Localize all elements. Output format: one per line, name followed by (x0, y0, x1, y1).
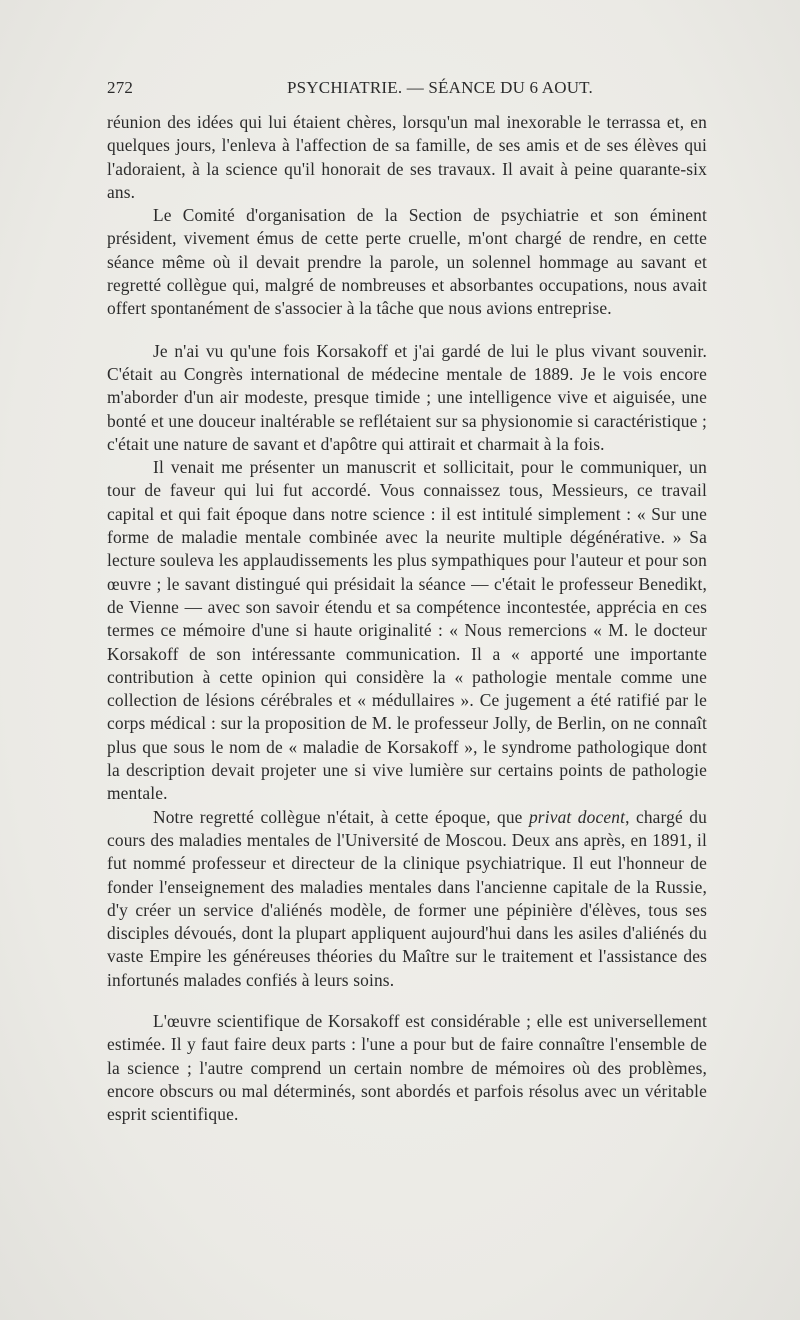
paragraph-4: Il venait me présenter un manuscrit et sollicitait, pour le communiquer, un tour de faveur qui lui fut accordé. Vous connaissez tous, Messieurs, ce travail capital et qui fait époque dans notre science : il est intitulé simplement : « Sur une forme de maladie mentale combinée avec la neurite multiple dégénérative. » Sa lecture souleva les applaudissements les plus sympathiques pour l'auteur et pour son œuvre ; le savant distingué qui présidait la séance — c'était le professeur Benedikt, de Vienne — avec son savoir étendu et sa compétence incontestée, apprécia en ces termes ce mémoire d'une si haute originalité : « Nous remercions « M. le docteur Korsakoff de son intéressante communication. Il a « apporté une importante contribution à cette opinion qui considère la « pathologie mentale comme une collection de lésions cérébrales et « médullaires ». Ce jugement a été ratifié par le corps médical : sur la proposition de M. le professeur Jolly, de Berlin, on ne connaît plus que sous le nom de « maladie de Korsakoff », le syndrome pathologique dont la description devait projeter une si vive lumière sur certains points de pathologie mentale. (107, 457, 707, 804)
paragraph-1: réunion des idées qui lui étaient chères, lorsqu'un mal inexorable le terrassa et, en quelques jours, l'enleva à l'affection de sa famille, de ses amis et de ses élèves qui l'adoraient, à la science qu'il honorait de ses travaux. Il avait à peine quarante-six ans. (107, 112, 707, 202)
paragraph-5-text-start: Notre regretté collègue n'était, à cette époque, que (153, 806, 529, 827)
body-text (107, 111, 707, 1126)
paragraph-6: L'œuvre scientifique de Korsakoff est considérable ; elle est universellement estimée. Il y faut faire deux parts : l'une a pour but de faire connaître l'ensemble de la science ; l'autre comprend un certain nombre de mémoires où des problèmes, encore obscurs ou mal déterminés, sont abordés et parfois résolus avec un véritable esprit scientifique. (107, 1010, 707, 1125)
paragraph-3: Je n'ai vu qu'une fois Korsakoff et j'ai gardé de lui le plus vivant souvenir. C'était au Congrès international de médecine mentale de 1889. Je le vois encore m'aborder d'un air modeste, presque timide ; une intelligence vive et aiguisée, une bonté et une douceur inaltérable se reflétaient sur sa physionomie si caractéristique ; c'était une nature de savant et d'apôtre qui attirait et charmait à la fois. (107, 340, 707, 454)
running-title: PSYCHIATRIE. — SÉANCE DU 6 AOUT. (287, 78, 593, 97)
paragraph-5-emphasis: privat docent (528, 806, 626, 827)
page-number: 272 (107, 78, 134, 97)
page-header (107, 78, 697, 104)
paragraph-5 (107, 806, 707, 992)
paragraph-5-text-end: , chargé du cours des maladies mentales de l'Université de Moscou. Deux ans après, en 1891, il fut nommé professeur et directeur de la clinique psychiatrique. Il eut l'honneur de fonder l'enseignement des maladies mentales dans l'ancienne capitale de la Russie, d'y créer un service d'aliénés modèle, de former une pépinière d'élèves, tous ses disciples dévoués, dont la plupart appliquent aujourd'hui dans les asiles d'aliénés du vaste Empire les généreuses théories du Maître sur le traitement et l'assistance des infortunés malades confiés à leurs soins. (107, 806, 707, 990)
paragraph-2: Le Comité d'organisation de la Section de psychiatrie et son éminent président, vivement émus de cette perte cruelle, m'ont chargé de rendre, en cette séance même où il devait prendre la parole, un solennel hommage au savant et regretté collègue qui, malgré de nombreuses et absorbantes occupations, nous avait offert spontanément de s'associer à la tâche que nous avions entreprise. (107, 205, 707, 319)
